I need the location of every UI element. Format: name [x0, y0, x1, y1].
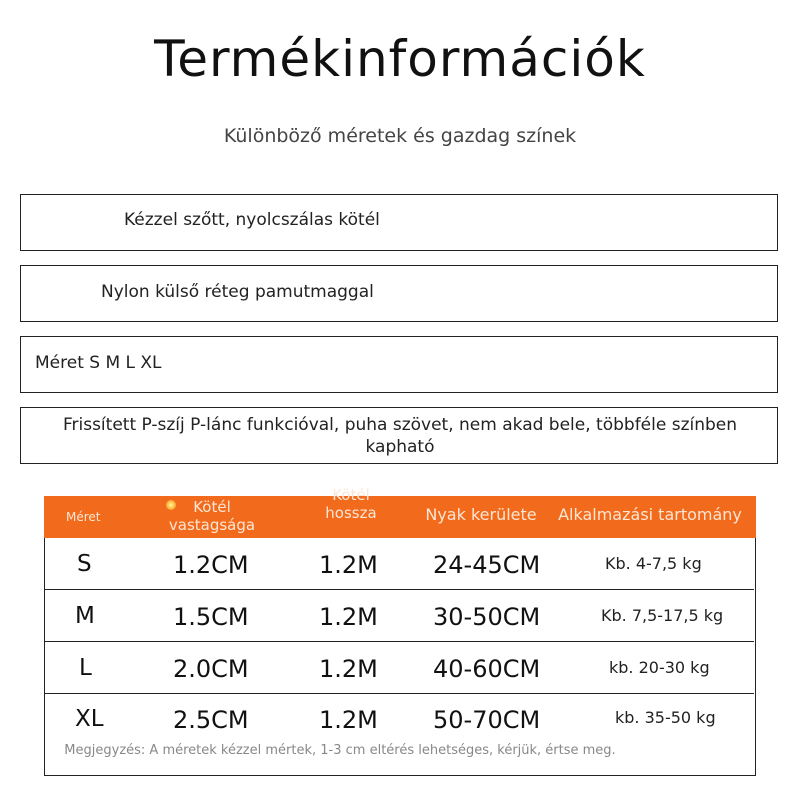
cell-thickness: 1.5CM	[173, 603, 249, 631]
feature-box	[20, 194, 778, 251]
header-range: Alkalmazási tartomány	[558, 505, 742, 524]
cell-neck: 50-70CM	[433, 706, 541, 734]
header-size: Méret	[66, 510, 101, 524]
page-subtitle: Különböző méretek és gazdag színek	[223, 125, 577, 147]
cell-length: 1.2M	[319, 551, 378, 579]
cell-size: S	[77, 551, 92, 577]
feature-text: Méret S M L XL	[35, 353, 162, 373]
size-table	[44, 486, 756, 776]
feature-box	[20, 336, 778, 393]
table-row	[45, 642, 754, 694]
cell-neck: 40-60CM	[433, 655, 541, 683]
cell-range: kb. 20-30 kg	[609, 658, 710, 677]
feature-text: Kézzel szőtt, nyolcszálas kötél	[124, 210, 380, 230]
header-neck: Nyak kerülete	[425, 505, 537, 524]
feature-text: Nylon külső réteg pamutmaggal	[101, 282, 374, 302]
cell-length: 1.2M	[319, 706, 378, 734]
table-header	[44, 486, 756, 538]
table-note: Megjegyzés: A méretek kézzel mértek, 1-3 cm eltérés lehetséges, kérjük, értse meg.	[64, 743, 616, 758]
page-title: Termékinformációk	[154, 30, 646, 88]
cell-neck: 24-45CM	[433, 551, 541, 579]
cell-range: Kb. 7,5-17,5 kg	[601, 606, 724, 625]
table-row	[45, 538, 754, 590]
table-row	[45, 694, 754, 774]
cell-size: L	[79, 655, 92, 681]
cell-length: 1.2M	[319, 603, 378, 631]
cell-length: 1.2M	[319, 655, 378, 683]
feature-text: Frissített P-szíj P-lánc funkcióval, puha szövet, nem akad bele, többféle színben kapható	[62, 415, 738, 457]
table-row	[45, 590, 754, 642]
cell-size: XL	[75, 706, 104, 732]
table-body	[44, 538, 756, 776]
cell-thickness: 2.0CM	[173, 655, 249, 683]
cell-thickness: 1.2CM	[173, 551, 249, 579]
cell-range: kb. 35-50 kg	[615, 708, 716, 727]
cell-neck: 30-50CM	[433, 603, 541, 631]
cell-thickness: 2.5CM	[173, 706, 249, 734]
feature-box	[20, 407, 778, 464]
cell-range: Kb. 4-7,5 kg	[605, 554, 702, 573]
cell-size: M	[75, 603, 95, 629]
header-length: Kötél hossza	[325, 486, 377, 522]
header-thickness: Kötél vastagsága	[168, 498, 256, 534]
feature-box	[20, 265, 778, 322]
